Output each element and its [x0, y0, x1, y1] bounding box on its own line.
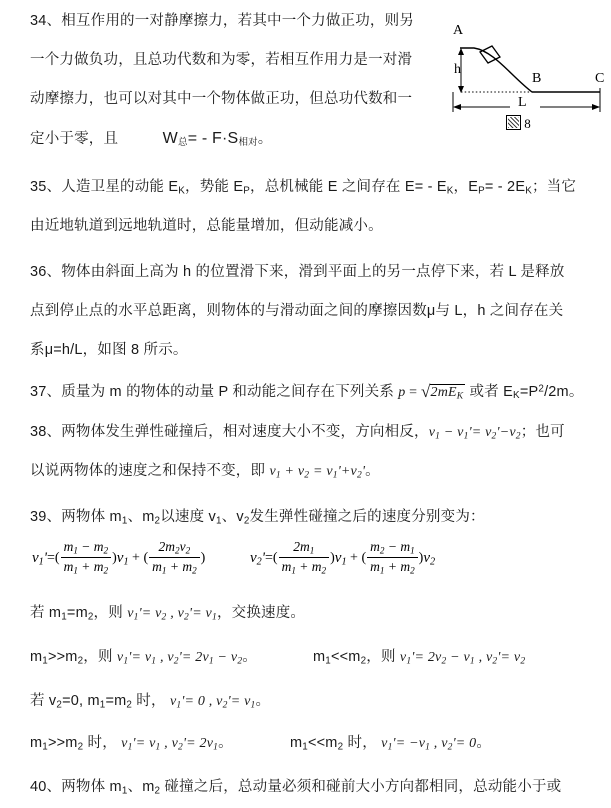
case-2-left-prefix: $m_1>>m_2$，则 — [30, 649, 117, 667]
item-35-line-1 — [30, 180, 576, 196]
item-35-sub-ek-2: K — [446, 185, 454, 197]
figure-caption-glyph-icon — [506, 115, 521, 130]
fraction-numerator: $2m_2v_2$ — [149, 539, 200, 558]
figure-label-c: C — [595, 71, 605, 86]
height-arrow-head-up — [458, 48, 464, 55]
item-39-case-2-right — [313, 650, 525, 667]
fraction-denominator: $m_1 + m_2$ — [63, 558, 109, 575]
case-2-right-prefix: $m_1<<m_2$，则 — [313, 649, 400, 667]
item-37-seg-a: 37、质量为 m 的物体的动量 P 和动能之间存在下列关系 — [30, 383, 399, 400]
figure-8-caption — [506, 113, 531, 132]
length-arrow-head-right — [592, 104, 600, 110]
item-39-seg-e: 发生弹性碰撞之后的速度分别变为： — [249, 509, 485, 525]
item-34-line-3: 动摩擦力，也可以对其中一个物体做正功，但总功代数和一 — [30, 91, 413, 107]
item-39-case-1 — [30, 606, 305, 623]
item-34-line-4-text: 定小于零，且 — [30, 131, 119, 147]
item-39-sub-m1: 1 — [121, 515, 128, 527]
item-38-seg-c: 以说两物体的速度之和保持不变，即 — [30, 463, 270, 479]
case-4-left-prefix: $m_1>>m_2$ 时， — [30, 735, 122, 753]
formula-v2-plus: + — [346, 550, 362, 566]
figure-label-l: L — [518, 95, 527, 110]
fraction-2m1 — [279, 539, 330, 575]
case-2-left-math: $v_1'= v_1$ , $v_2'= 2v_1 - v_2$ — [116, 650, 243, 667]
item-36-line-2: 点到停止点的水平总距离，则物体的与滑动面之间的摩擦因数μ与 L，h 之间存在关 — [30, 303, 564, 319]
figure-caption-number: 8 — [524, 116, 531, 131]
item-38-seg-a: 38、两物体发生弹性碰撞后，相对速度大小不变，方向相反， — [30, 424, 429, 440]
item-34-line-2: 一个力做负功，且总功代数和为零，若相互作用力是一对滑 — [30, 52, 413, 68]
item-36-line-3: 系μ=h/L，如图 8 所示。 — [30, 342, 188, 358]
work-subscript-total: 总 — [177, 136, 188, 148]
case-4-left-suffix: 。 — [218, 735, 233, 751]
work-symbol: W — [162, 130, 178, 147]
item-39-sub-v2: 2 — [243, 515, 250, 527]
case-2-left-suffix: 。 — [242, 649, 257, 665]
item-37-sub-ek: K — [513, 390, 520, 402]
item-38-seg-b: ；也可 — [520, 424, 565, 440]
formula-v1-paren-close-1: ) — [112, 550, 117, 566]
item-35-sub-ek-3: K — [525, 185, 532, 197]
radicand-text: 2mE — [430, 385, 457, 400]
item-36-line-1: 36、物体由斜面上高为 h 的位置滑下来，滑到平面上的另一点停下来，若 L 是释放 — [30, 264, 565, 280]
item-40-line-1 — [30, 780, 561, 796]
item-35-sub-ep-2: P — [478, 185, 485, 197]
item-39-sub-m2: 2 — [154, 515, 161, 527]
formula-v2-paren-close-1: ) — [330, 550, 335, 566]
item-39-case-4-left — [30, 736, 233, 753]
case-1-math: $v_1'= v_2$ , $v_2'= v_1$ — [127, 606, 217, 623]
item-40-seg-b: 、m — [127, 779, 155, 795]
fraction-m2-minus-m1 — [367, 539, 418, 575]
elastic-collision-formula-v2 — [250, 540, 435, 576]
item-35-seg-b: ，势能 E — [185, 179, 244, 195]
item-37-seg-b: 或者 E — [465, 383, 514, 400]
work-formula — [163, 130, 272, 147]
formula-v2-term2-suffix: $v_2$ — [423, 549, 436, 568]
formula-v1-term1-suffix: $v_1$ — [116, 549, 129, 568]
formula-v2-term1-suffix: $v_1$ — [334, 549, 347, 568]
height-arrow-head-down — [458, 86, 464, 93]
item-35-seg-c: ，总机械能 E 之间存在 E= - E — [250, 179, 447, 195]
formula-v1-lhs: $v_1'$ — [32, 549, 47, 568]
case-1-suffix: ，交换速度。 — [216, 605, 306, 621]
formula-v2-paren-close-2: ) — [418, 550, 424, 566]
figure-label-a: A — [453, 23, 464, 38]
work-period: 。 — [257, 130, 273, 146]
item-37-seg-d: /2m。 — [544, 383, 584, 400]
elastic-collision-formula-v1 — [32, 540, 205, 576]
item-39-case-3 — [30, 694, 270, 711]
item-35-line-2: 由近地轨道到远地轨道时，总能量增加，但动能减小。 — [30, 218, 383, 234]
formula-v1-paren-open-2: ( — [143, 550, 149, 566]
item-35-seg-e: = - 2E — [484, 179, 526, 195]
radicand-subscript: K — [456, 391, 464, 402]
fraction-denominator: $m_1 + m_2$ — [281, 558, 327, 575]
formula-v1-paren-close-2: ) — [200, 550, 206, 566]
item-40-sub-m2: 2 — [154, 785, 161, 797]
momentum-symbol: p — [398, 384, 406, 400]
case-4-left-math: $v_1'= v_1$ , $v_2'= 2v_1$ — [121, 736, 219, 753]
item-40-sub-m1: 1 — [121, 785, 128, 797]
item-39-seg-d: 、v — [221, 509, 244, 525]
formula-v2-lhs: $v_2'$ — [250, 549, 265, 568]
item-39-seg-c: 以速度 v — [160, 509, 216, 525]
item-38-line-2 — [30, 464, 380, 481]
work-subscript-relative: 相对 — [238, 136, 258, 148]
item-35-seg-f: ；当它 — [531, 179, 577, 195]
formula-v1-plus: + — [128, 550, 144, 566]
fraction-denominator: $m_1 + m_2$ — [152, 558, 197, 575]
work-equation: = - F·S — [187, 130, 239, 147]
sqrt-expression — [421, 382, 465, 402]
item-38-seg-d: 。 — [365, 463, 380, 479]
item-39-seg-b: 、m — [127, 509, 155, 525]
radicand — [430, 384, 466, 402]
item-37-sup-2: 2 — [538, 383, 545, 395]
case-4-right-prefix: $m_1<<m_2$ 时， — [290, 735, 382, 753]
case-3-prefix: 若 $v_2=0$, $m_1=m_2$ 时， — [30, 693, 170, 711]
item-35-seg-a: 35、人造卫星的动能 E — [30, 179, 179, 195]
item-38-math-2: $v_1 + v_2 = v_1'+v_2'$ — [269, 464, 366, 481]
item-40-seg-c: 碰撞之后，总动量必须和碰前大小方向都相同，总动能小于或 — [160, 779, 562, 795]
item-34-line-1: 34、相互作用的一对静摩擦力，若其中一个力做正功，则另 — [30, 13, 415, 29]
item-38-math-1: $v_1 - v_1'= v_2'-v_2$ — [428, 425, 521, 442]
case-4-right-suffix: 。 — [476, 735, 492, 751]
length-arrow-head-left — [453, 104, 461, 110]
formula-v1-paren-open-1: ( — [54, 550, 60, 566]
fraction-numerator: $m_1 - m_2$ — [61, 539, 112, 558]
formula-v1-eq: = — [46, 550, 55, 566]
item-39-case-4-right — [290, 736, 491, 753]
item-35-seg-d: ，E — [453, 179, 479, 195]
formula-v2-eq: = — [264, 550, 273, 566]
formula-v2-paren-open-2: ( — [361, 550, 367, 566]
item-38-line-1 — [30, 425, 565, 442]
item-37-line-1 — [30, 382, 584, 402]
case-3-math: $v_1'= 0$ , $v_2'= v_1$ — [169, 694, 256, 711]
item-39-seg-a: 39、两物体 m — [30, 509, 122, 525]
item-34-line-4 — [30, 131, 272, 147]
case-3-suffix: 。 — [255, 693, 271, 709]
figure-label-b: B — [532, 71, 542, 86]
item-35-sub-ek-1: K — [178, 185, 186, 197]
item-39-sub-v1: 1 — [215, 515, 222, 527]
case-1-prefix: 若 $m_1=m_2$，则 — [30, 605, 128, 623]
radical-icon: √ — [420, 382, 431, 401]
figure-label-h: h — [454, 62, 461, 77]
fraction-2m2v2 — [149, 539, 200, 575]
item-39-case-2-left — [30, 650, 257, 667]
fraction-numerator: $m_2 - m_1$ — [367, 539, 418, 558]
formula-v2-paren-open-1: ( — [272, 550, 278, 566]
item-37-seg-c: =P — [519, 383, 539, 400]
item-39-heading — [30, 510, 485, 526]
item-37-equals: = — [405, 384, 421, 400]
item-40-seg-a: 40、两物体 m — [30, 779, 122, 795]
incline-curve-path — [460, 48, 532, 92]
fraction-denominator: $m_1 + m_2$ — [370, 558, 415, 575]
case-4-right-math: $v_1'= -v_1$ , $v_2'= 0$ — [381, 736, 477, 753]
item-35-sub-ep-1: P — [243, 185, 250, 197]
fraction-numerator: $2m_1$ — [279, 539, 330, 558]
fraction-m1-minus-m2 — [61, 539, 112, 575]
case-2-right-math: $v_1'= 2v_2 - v_1$ , $v_2'= v_2$ — [399, 650, 526, 667]
